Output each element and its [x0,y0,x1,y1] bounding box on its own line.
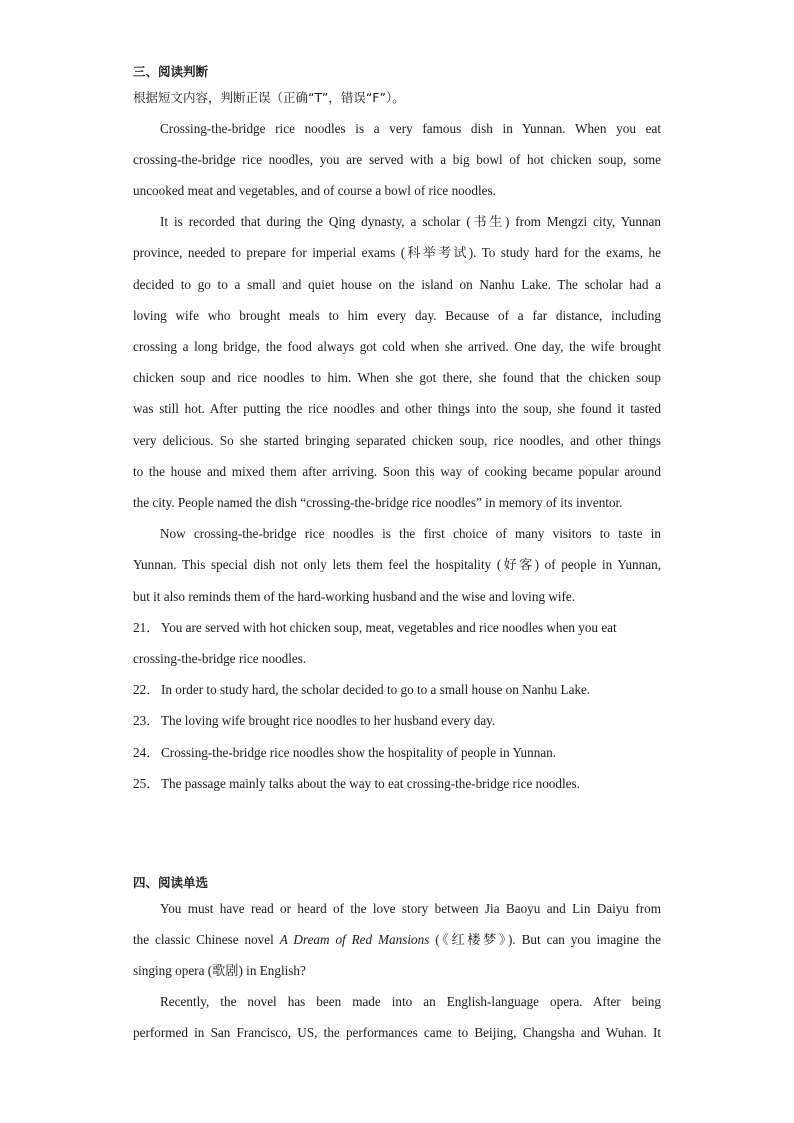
passage-line: but it also reminds them of the hard-working husband and the wise and loving wife. [133,589,576,604]
passage-line: Now crossing-the-bridge rice noodles is the first choice of many visitors to taste in [160,526,661,541]
passage-line: chicken soup and rice noodles to him. When she got there, she found that the chicken soup [133,370,661,385]
section4-title: 四、阅读单选 [133,875,209,890]
section3-title: 三、阅读判断 [133,64,209,79]
question-21 [133,619,661,637]
question-23 [133,712,661,730]
passage-line: to the house and mixed them after arriving. Soon this way of cooking became popular around [133,464,661,479]
question-text: The loving wife brought rice noodles to her husband every day. [161,713,496,728]
passage-line: crossing-the-bridge rice noodles, you are served with a big bowl of hot chicken soup, some [133,152,661,167]
text-segment: (《红楼梦》). But can you imagine the [429,932,661,947]
question-24 [133,744,661,762]
passage-line: very delicious. So she started bringing separated chicken soup, rice noodles, and other things [133,433,661,448]
passage-line: Crossing-the-bridge rice noodles is a very famous dish in Yunnan. When you eat [160,121,661,136]
passage-line: the city. People named the dish “crossing-the-bridge rice noodles” in memory of its inventor. [133,495,623,510]
passage-line: province, needed to prepare for imperial exams (科举考试). To study hard for the exams, he [133,245,661,260]
question-25 [133,775,661,793]
question-text: You are served with hot chicken soup, meat, vegetables and rice noodles when you eat [161,620,617,635]
question-text: Crossing-the-bridge rice noodles show the hospitality of people in Yunnan. [161,745,557,760]
text-segment: the classic Chinese novel [133,932,280,947]
passage-line: uncooked meat and vegetables, and of course a bowl of rice noodles. [133,183,496,198]
passage-line: You must have read or heard of the love story between Jia Baoyu and Lin Daiyu from [160,901,661,916]
question-number: 25． [133,776,160,791]
passage-line: crossing a long bridge, the food always got cold when she arrived. One day, the wife brought [133,339,661,354]
passage-line: performed in San Francisco, US, the performances came to Beijing, Changsha and Wuhan. It [133,1025,661,1040]
question-number: 24． [133,745,160,760]
question-number: 23． [133,713,160,728]
question-number: 21． [133,620,160,635]
section3-instruction: 根据短文内容，判断正误（正确“T”，错误“F”）。 [133,90,405,105]
passage-line [133,931,661,949]
question-text: In order to study hard, the scholar decided to go to a small house on Nanhu Lake. [161,682,591,697]
question-text: The passage mainly talks about the way to eat crossing-the-bridge rice noodles. [161,776,580,791]
passage-line: It is recorded that during the Qing dynasty, a scholar (书生) from Mengzi city, Yunnan [160,214,661,229]
question-22 [133,681,661,699]
passage-line: loving wife who brought meals to him every day. Because of a far distance, including [133,308,661,323]
passage-line: singing opera (歌剧) in English? [133,963,306,978]
question-number: 22． [133,682,160,697]
passage-line: Recently, the novel has been made into an English-language opera. After being [160,994,661,1009]
novel-title: A Dream of Red Mansions [279,932,430,947]
passage-line: decided to go to a small and quiet house on the island on Nanhu Lake. The scholar had a [133,277,661,292]
question-21-continuation: crossing-the-bridge rice noodles. [133,651,307,666]
passage-line: was still hot. After putting the rice noodles and other things into the soup, she found it tasted [133,401,661,416]
passage-line: Yunnan. This special dish not only lets them feel the hospitality (好客) of people in Yunnan, [133,557,661,572]
